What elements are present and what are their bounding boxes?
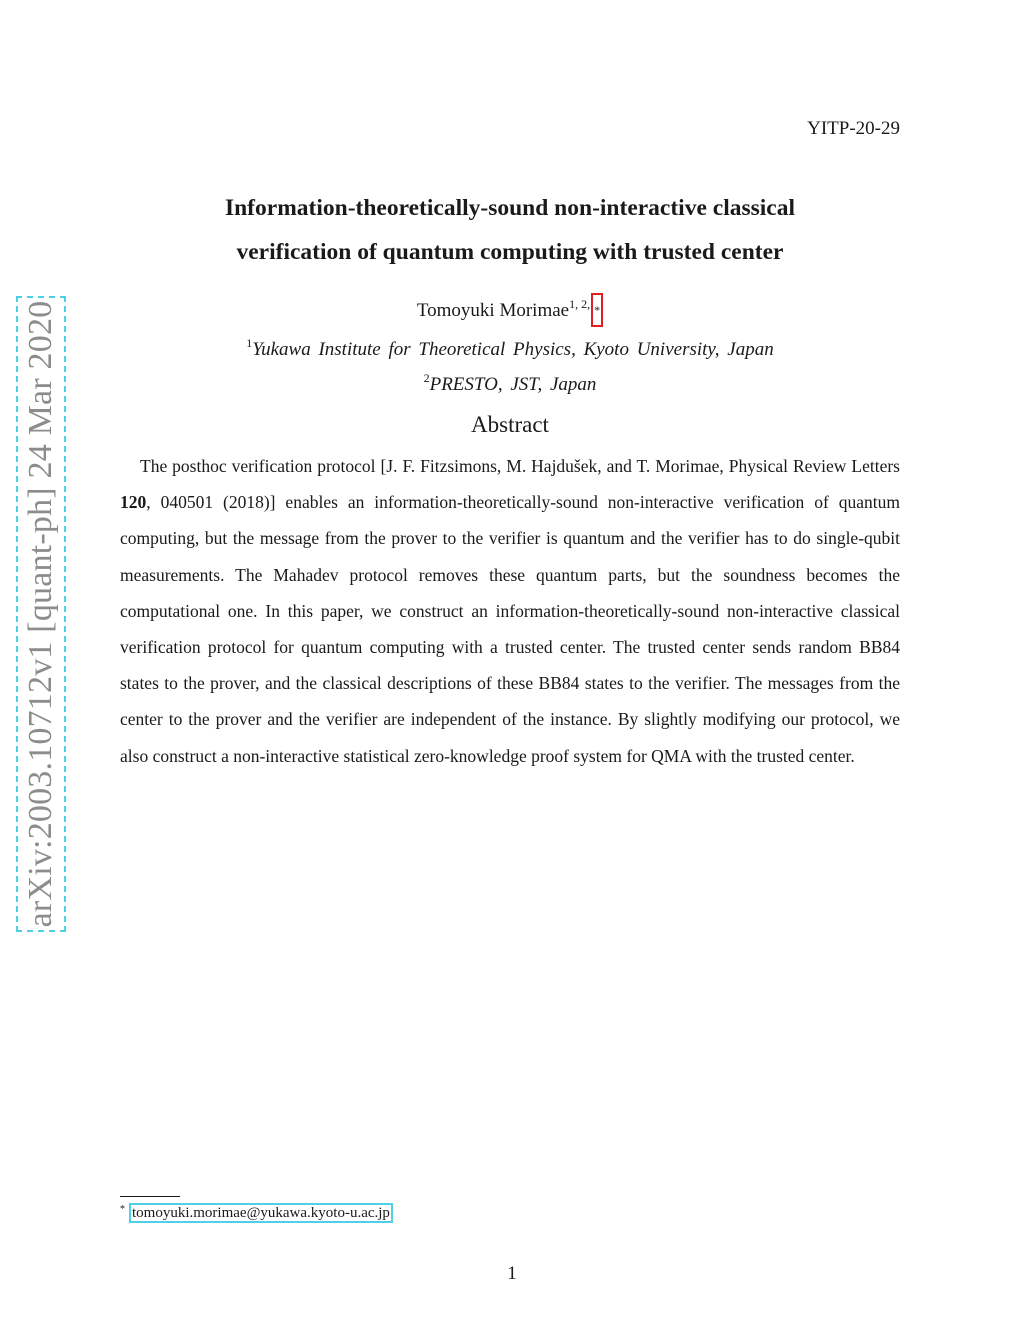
affiliation-marks: 1, 2,	[569, 297, 591, 311]
affiliation-2-mark: 2	[423, 371, 430, 385]
paper-title	[120, 186, 900, 274]
abstract-heading: Abstract	[471, 412, 549, 437]
abstract-text	[120, 448, 900, 774]
affiliation-1-text: Yukawa Institute for Theoretical Physics, Kyoto University, Japan	[252, 339, 774, 360]
arxiv-identifier: arXiv:2003.10712v1 [quant-ph] 24 Mar 2020	[22, 300, 59, 928]
abstract-volume-number: 120	[120, 492, 147, 513]
author-line	[120, 293, 900, 327]
abstract-text-part-2: , 040501 (2018)] enables an information-theoretically-sound non-interactive verification of quantum computing, but the message from the prover to the verifier is quantum and the verifier has to do single-qubit measurements. The Mahadev protocol removes these quantum parts, but the soundness becomes the computational one. In this paper, we construct an information-theoretically-sound non-interactive classical verification protocol for quantum computing with a trusted center. The trusted center sends random BB84 states to the prover, and the classical descriptions of these BB84 states to the verifier. The messages from the center to the prover and the verifier are independent of the instance. By slightly modifying our protocol, we also construct a non-interactive statistical zero-knowledge proof system for QMA with the trusted center.	[120, 492, 900, 766]
title-line-2: verification of quantum computing with trusted center	[236, 239, 784, 265]
title-line-1: Information-theoretically-sound non-interactive classical	[224, 195, 796, 221]
affiliation-1	[120, 336, 900, 361]
footnote	[120, 1204, 393, 1222]
footnote-rule	[120, 1196, 180, 1197]
report-number: YITP-20-29	[807, 118, 900, 139]
arxiv-identifier-link[interactable]	[16, 296, 66, 932]
footnote-mark: *	[120, 1204, 125, 1215]
abstract-text-part-1: The posthoc verification protocol [J. F. Fitzsimons, M. Hajdušek, and T. Morimae, Physical Review Letters	[140, 456, 900, 476]
footnote-mark-link[interactable]: *	[591, 293, 603, 327]
page-number: 1	[507, 1263, 517, 1284]
affiliation-2	[120, 371, 900, 396]
email-link[interactable]: tomoyuki.morimae@yukawa.kyoto-u.ac.jp	[129, 1203, 393, 1223]
affiliation-2-text: PRESTO, JST, Japan	[429, 374, 597, 395]
affiliation-1-mark: 1	[246, 336, 253, 350]
author-name: Tomoyuki Morimae	[416, 300, 570, 321]
